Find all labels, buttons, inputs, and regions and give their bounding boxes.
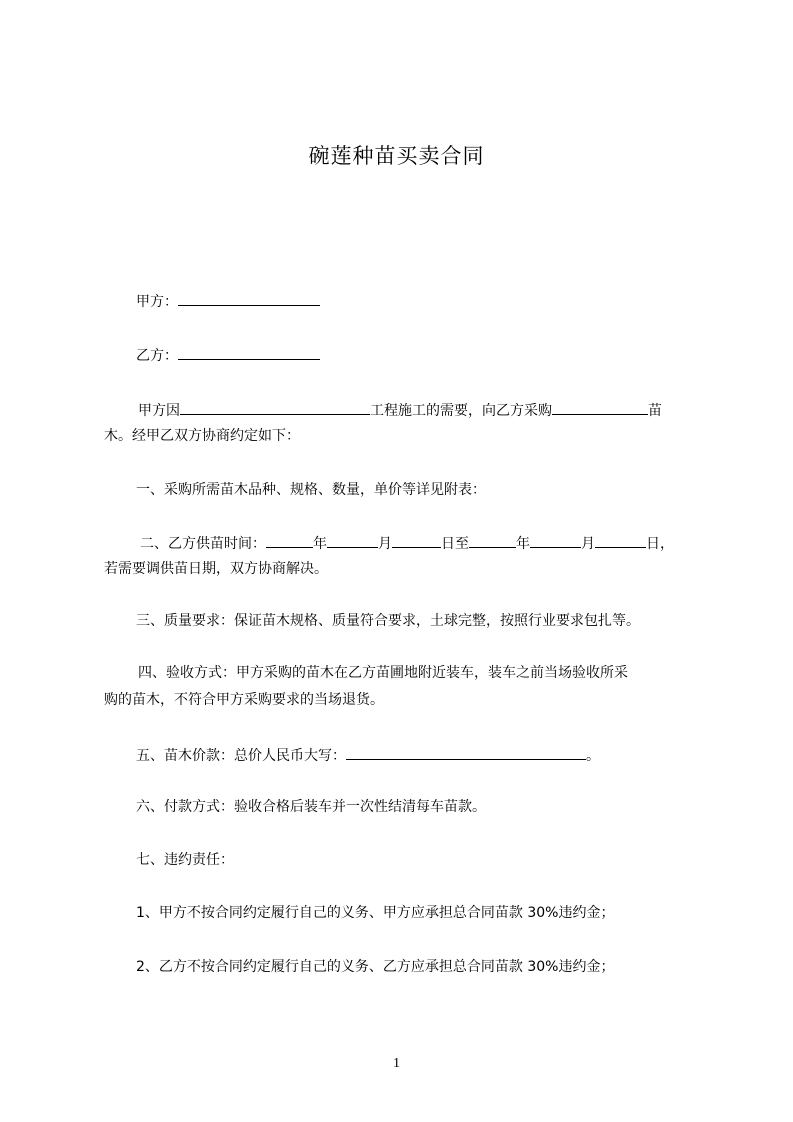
preamble-line-1 — [138, 399, 662, 421]
preamble-line-2: 木。经甲乙双方协商约定如下： — [104, 428, 300, 444]
clause-5-label: 五、苗木价款：总价人民币大写： — [136, 748, 346, 764]
end-year-blank — [469, 532, 516, 548]
party-b-line — [136, 344, 320, 366]
clause-5-end: 。 — [586, 748, 600, 764]
page-number: 1 — [393, 1056, 400, 1071]
clause-4-line-1: 四、验收方式：甲方采购的苗木在乙方苗圃地附近装车，装车之前当场验收所采 — [138, 665, 628, 681]
party-a-label: 甲方： — [136, 294, 178, 310]
party-b-label: 乙方： — [136, 348, 178, 364]
preamble-text-1: 甲方因 — [138, 403, 180, 419]
month-unit-2: 月 — [581, 536, 595, 552]
day-to-text: 日至 — [441, 536, 469, 552]
party-b-blank — [178, 344, 320, 360]
clause-4-line-2: 购的苗木，不符合甲方采购要求的当场退货。 — [104, 692, 384, 708]
start-day-blank — [392, 532, 441, 548]
start-year-blank — [266, 532, 313, 548]
start-month-blank — [327, 532, 378, 548]
clause-2-label: 二、乙方供苗时间： — [140, 536, 266, 552]
price-uppercase-blank — [346, 744, 586, 760]
clause-3: 三、质量要求：保证苗木规格、质量符合要求，土球完整，按照行业要求包扎等。 — [136, 613, 640, 629]
clause-7-item-2: 2、乙方不按合同约定履行自己的义务、乙方应承担总合同苗款 30%违约金； — [136, 959, 615, 975]
preamble-text-2: 工程施工的需要，向乙方采购 — [370, 403, 552, 419]
clause-7: 七、违约责任： — [136, 852, 234, 868]
day-end-text: 日， — [646, 536, 674, 552]
clause-2-line-2: 若需要调供苗日期，双方协商解决。 — [104, 561, 328, 577]
party-a-line — [136, 290, 320, 312]
year-unit: 年 — [313, 536, 327, 552]
document-title: 碗莲种苗买卖合同 — [308, 144, 485, 168]
project-name-blank — [180, 399, 370, 415]
clause-5 — [136, 744, 600, 766]
seedling-type-blank — [552, 399, 648, 415]
end-month-blank — [530, 532, 581, 548]
clause-1: 一、采购所需苗木品种、规格、数量，单价等详见附表： — [136, 482, 486, 498]
party-a-blank — [178, 290, 320, 306]
clause-6: 六、付款方式：验收合格后装车并一次性结清每车苗款。 — [136, 799, 486, 815]
end-day-blank — [595, 532, 646, 548]
clause-7-item-1: 1、甲方不按合同约定履行自己的义务、甲方应承担总合同苗款 30%违约金； — [136, 905, 615, 921]
clause-2-line-1 — [140, 532, 674, 554]
month-unit: 月 — [378, 536, 392, 552]
preamble-text-3: 苗 — [648, 403, 662, 419]
year-unit-2: 年 — [516, 536, 530, 552]
